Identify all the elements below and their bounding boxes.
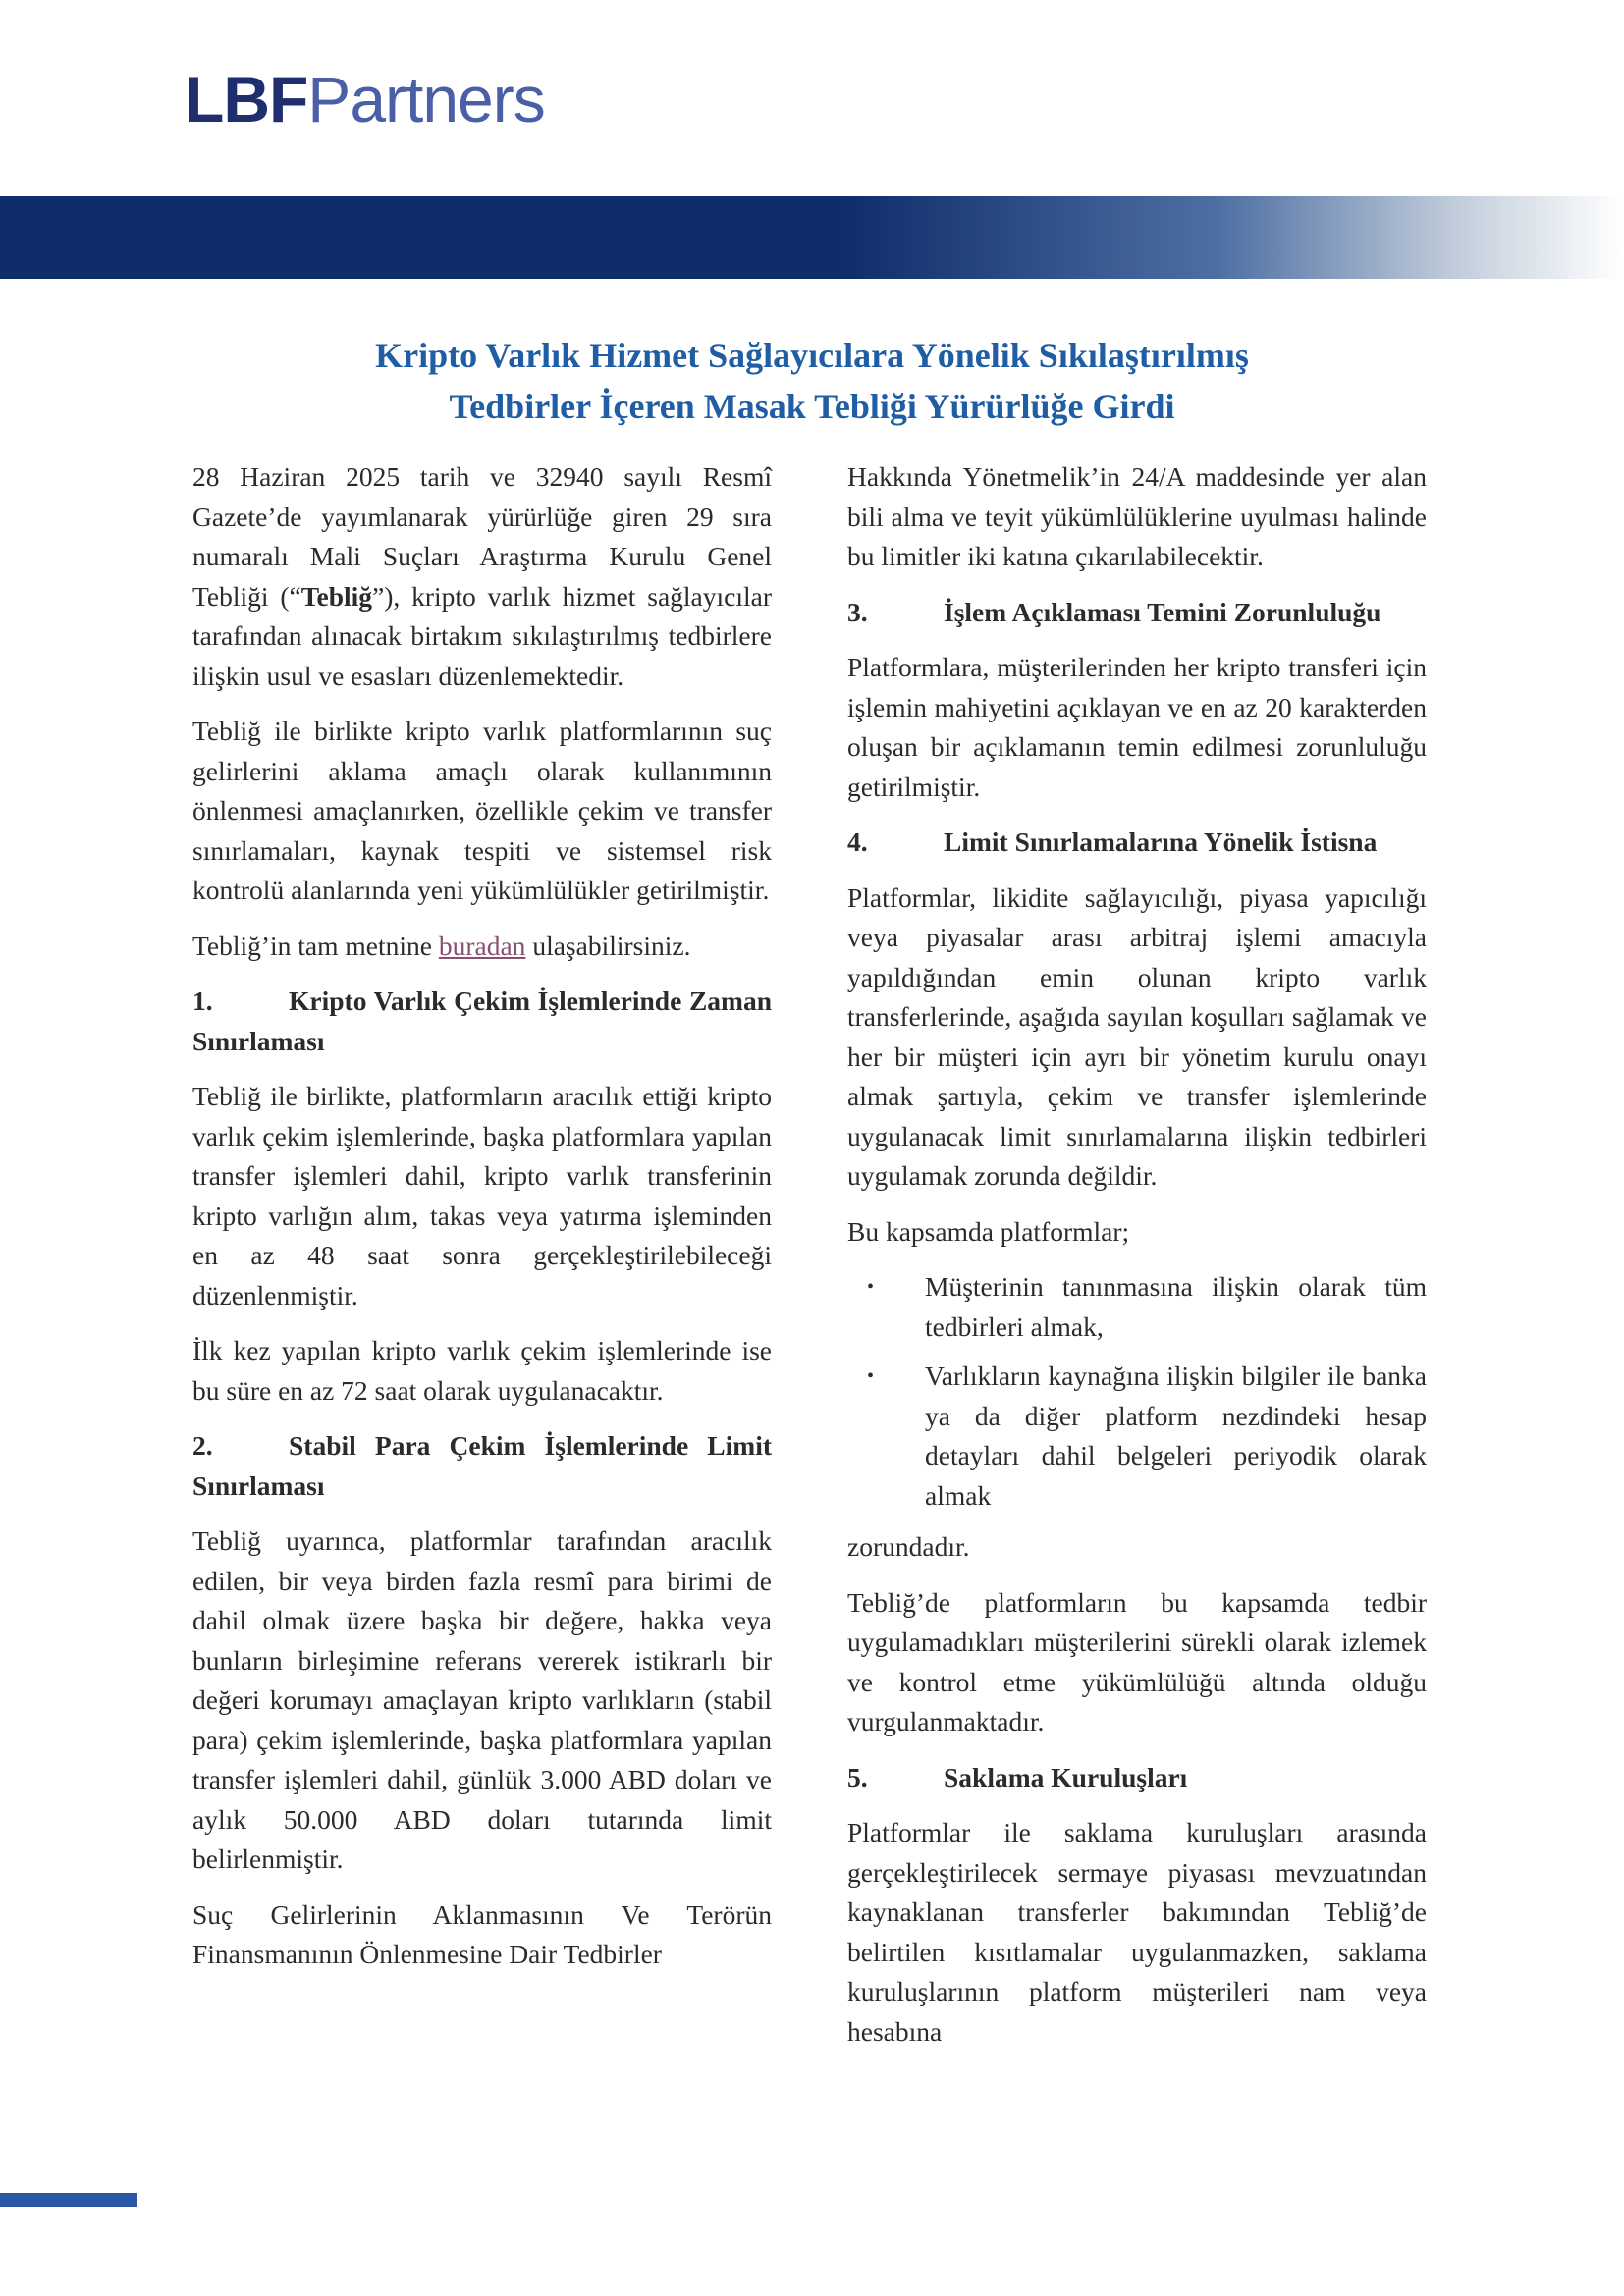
logo-light-text: Partners [307,63,545,135]
list-item-text: Varlıkların kaynağına ilişkin bilgiler ile banka ya da diğer platform nezdindeki hesap detayları dahil belgeleri periyodik olarak almak [925,1361,1427,1511]
full-text-prefix: Tebliğ’in tam metnine [192,930,439,961]
section-4-paragraph-3: zorundadır. [847,1531,970,1562]
intro-text-b: ”), kripto varlık hizmet sağlayıcılar tarafından alınacak birtakım sıkılaştırılmış tedbirlere ilişkin usul ve esasları düzenlemektedir. [192,580,772,691]
section-5-paragraph: Platformlar ile saklama kuruluşları arasında gerçekleştirilecek sermaye piyasası mevzuatından kaynaklanan transferler bakımından Tebliğ’de belirtilen kısıtlamalar uygulanmazken, saklama kuruluşlarının platform müşterileri nam veya hesabına [847,1817,1427,2047]
section-title: İşlem Açıklaması Temini Zorunluluğu [944,596,1381,627]
intro-defined-term: Tebliğ [300,580,373,612]
section-heading-5 [847,1758,1427,1798]
left-column [192,457,772,1991]
intro-text-a: 28 Haziran 2025 tarih ve 32940 sayılı Resmî Gazete’de yayımlanarak yürürlüğe giren 29 sıra numaralı Mali Suçları Araştırma Kurulu Genel Tebliği (“ [192,461,772,612]
section-4-paragraph-1: Platformlar, likidite sağlayıcılığı, piyasa yapıcılığı veya piyasalar arası arbitraj işlemi amacıyla yapıldığından emin olunan kripto varlık transferlerinde, aşağıda sayılan koşulları sağlamak ve her bir müşteri için ayrı bir yönetim kurulu onayı almak şartıyla, çekim ve transfer işlemlerinde uygulanacak limit sınırlamalarına ilişkin tedbirleri uygulamak zorunda değildir. [847,881,1427,1191]
section-heading-1 [192,982,772,1061]
section-4-paragraph-4: Tebliğ’de platformların bu kapsamda tedbir uygulamadıkları müşterilerini sürekli olarak izlemek ve kontrol etme yükümlülüğü altında olduğu vurgulanmaktadır. [847,1586,1427,1736]
section-1-paragraph-1: Tebliğ ile birlikte, platformların aracılık ettiği kripto varlık çekim işlemlerinde, başka platformlara yapılan transfer işlemleri dahil, kripto varlık transferinin kripto varlığın alım, takas veya yatırma işleminden en az 48 saat sonra gerçekleştirilebileceği düzenlenmiştir. [192,1081,772,1310]
section-number: 5. [847,1761,868,1792]
title-line-2: Tedbirler İçeren Masak Tebliği Yürürlüğe Girdi [449,387,1175,426]
section-number: 3. [847,596,868,627]
purpose-paragraph: Tebliğ ile birlikte kripto varlık platformlarının suç gelirlerini aklama amaçlı olarak kullanımının önlenmesi amaçlanırken, özellikle çekim ve transfer sınırlamaları, kaynak tespiti ve sistemsel risk kontrolü alanlarında yeni yükümlülükler getirilmiştir. [192,716,772,905]
logo-bold-text: LBF [185,63,308,135]
section-title: Kripto Varlık Çekim İşlemlerinde Zaman Sınırlaması [192,986,772,1056]
right-column [847,457,1427,2067]
full-text-paragraph [192,927,772,967]
section-heading-4 [847,823,1427,863]
section-title: Limit Sınırlamalarına Yönelik İstisna [944,827,1378,857]
page-title [177,330,1447,432]
company-logo [185,63,545,135]
section-2-paragraph-2: Suç Gelirlerinin Aklanmasının Ve Terörün Finansmanının Önlenmesine Dair Tedbirler [192,1898,772,1969]
footer-accent-bar [0,2193,137,2207]
section-3-paragraph: Platformlara, müşterilerinden her kripto transferi için işlemin mahiyetini açıklayan ve en az 20 karakterden oluşan bir açıklamanın temin edilmesi zorunluluğu getirilmiştir. [847,652,1427,802]
title-line-1: Kripto Varlık Hizmet Sağlayıcılara Yönelik Sıkılaştırılmış [375,336,1249,375]
list-item-text: Müşterinin tanınmasına ilişkin olarak tüm tedbirleri almak, [925,1271,1427,1342]
bullet-icon: • [867,1365,875,1387]
section-number: 1. [192,986,213,1016]
bullet-icon: • [867,1276,875,1298]
list-item [847,1267,1427,1347]
intro-paragraph [192,457,772,696]
section-2-paragraph-1: Tebliğ uyarınca, platformlar tarafından aracılık edilen, bir veya birden fazla resmî para birimi de dahil olmak üzere başka bir değere, hakka veya bunların birleşimine referans vererek istikrarlı bir değeri korumayı amaçlayan kripto varlıkların (stabil para) çekim işlemlerinde, başka platformlara yapılan transfer işlemleri dahil, günlük 3.000 ABD doları ve aylık 50.000 ABD doları tutarında limit belirlenmiştir. [192,1525,772,1874]
section-4-paragraph-2: Bu kapsamda platformlar; [847,1215,1130,1247]
section-heading-2 [192,1426,772,1506]
section-heading-3 [847,593,1427,633]
section-1-paragraph-2: İlk kez yapılan kripto varlık çekim işlemlerinde ise bu süre en az 72 saat olarak uygulanacaktır. [192,1335,772,1406]
section-2-paragraph-2-continued: Hakkında Yönetmelik’in 24/A maddesinde yer alan bili alma ve teyit yükümlülüklerine uyulması halinde bu limitler iki katına çıkarılabilecektir. [847,461,1427,571]
full-text-link[interactable]: buradan [438,930,526,961]
list-item [847,1357,1427,1516]
section-number: 2. [192,1430,213,1461]
section-title: Stabil Para Çekim İşlemlerinde Limit Sınırlaması [192,1430,772,1501]
section-title: Saklama Kuruluşları [944,1761,1188,1792]
section-number: 4. [847,827,868,857]
header-banner [0,196,1624,279]
full-text-suffix: ulaşabilirsiniz. [525,930,691,961]
conditions-list [847,1267,1427,1516]
